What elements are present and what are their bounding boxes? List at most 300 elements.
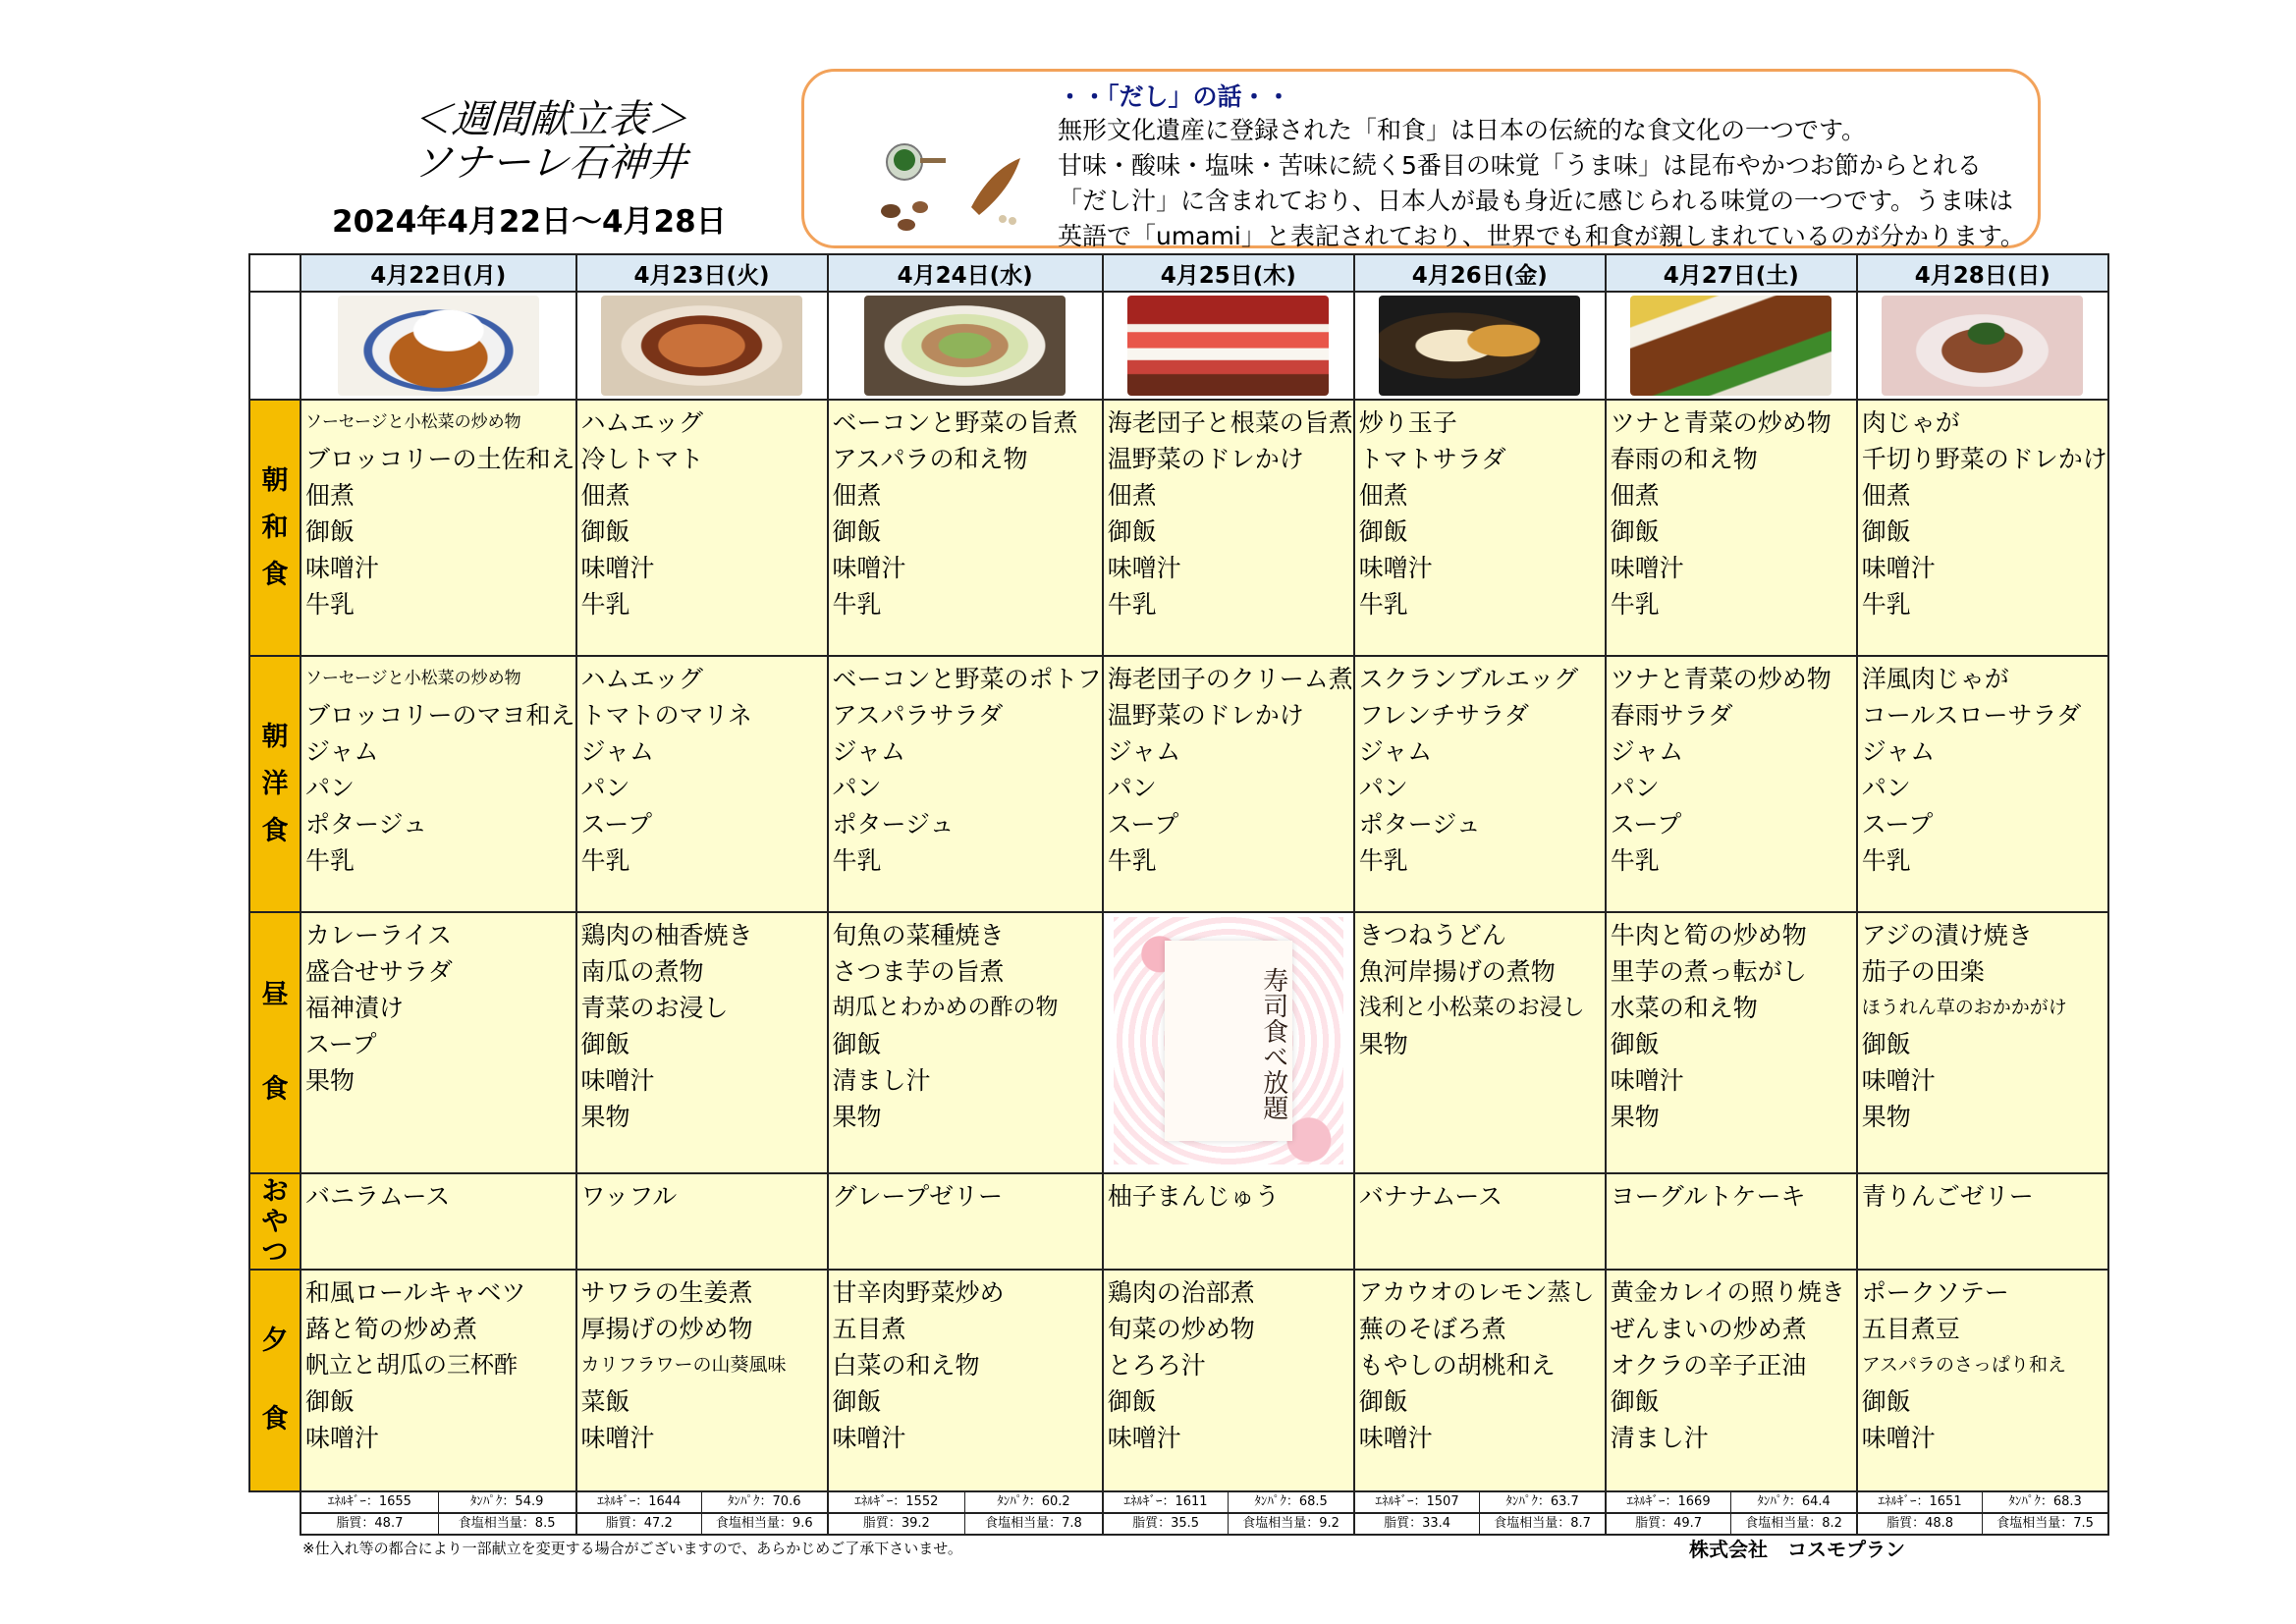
menu-item: さつま芋の旨煮 <box>832 957 1005 986</box>
menu-item: 味噌汁 <box>1610 1066 1684 1095</box>
menu-item: 御飯 <box>580 517 630 546</box>
menu-item: 味噌汁 <box>832 1424 906 1452</box>
menu-item: 牛乳 <box>1610 590 1660 619</box>
menu-item: ブロッコリーのマヨ和え <box>305 701 575 730</box>
menu-item: 牛乳 <box>1610 846 1660 875</box>
menu-item: 牛乳 <box>1861 846 1911 875</box>
menu-item: 味噌汁 <box>580 1066 655 1095</box>
protein-value: ﾀﾝﾊﾟｸ：70.6 <box>728 1494 801 1509</box>
menu-item: 厚揚げの炒め物 <box>580 1315 753 1343</box>
menu-item: パン <box>832 774 882 802</box>
menu-item: 蕪のそぼろ煮 <box>1358 1315 1506 1343</box>
menu-item: 御飯 <box>1861 1030 1911 1058</box>
menu-cell <box>828 912 1103 1173</box>
menu-item: 牛乳 <box>305 846 355 875</box>
menu-cell <box>1606 912 1857 1173</box>
nutrition-row-2 <box>249 1513 2108 1535</box>
menu-item: 果物 <box>1358 1030 1408 1058</box>
menu-item: 柚子まんじゅう <box>1107 1182 1280 1211</box>
menu-item: 味噌汁 <box>1107 554 1181 582</box>
nutrition-cell <box>1354 1491 1606 1513</box>
menu-item: 黄金カレイの照り焼き <box>1610 1278 1845 1306</box>
menu-item: 牛乳 <box>305 590 355 619</box>
corner-cell <box>249 254 301 292</box>
menu-item: 清まし汁 <box>832 1066 931 1095</box>
energy-value: ｴﾈﾙｷﾞｰ：1644 <box>577 1492 703 1512</box>
meal-label-char: 昼 <box>261 980 289 1010</box>
date-header: 4月27日(土) <box>1606 254 1857 292</box>
menu-item: コールスローサラダ <box>1861 701 2082 730</box>
menu-item: スープ <box>305 1030 377 1058</box>
date-header: 4月28日(日) <box>1857 254 2108 292</box>
nutrition-spacer <box>249 1491 301 1513</box>
menu-item: 佃煮 <box>1610 481 1660 510</box>
nutrition-cell <box>301 1513 576 1535</box>
menu-item: 炒り玉子 <box>1358 408 1457 437</box>
photo-cell <box>1606 292 1857 400</box>
nutrition-cell <box>1857 1513 2108 1535</box>
salt-value: 食塩相当量：7.8 <box>985 1516 1082 1531</box>
dashi-info-box <box>801 69 2041 248</box>
menu-item: 清まし汁 <box>1610 1424 1709 1452</box>
meal-label-char: 朝 <box>261 721 289 752</box>
menu-cell <box>828 400 1103 656</box>
menu-cell <box>301 656 576 912</box>
menu-item: ベーコンと野菜のポトフ <box>832 665 1102 693</box>
sushi-buffet-card <box>1114 917 1343 1164</box>
menu-item: 味噌汁 <box>1861 554 1936 582</box>
menu-item: ぜんまいの炒め煮 <box>1610 1315 1807 1343</box>
menu-cell <box>576 912 828 1173</box>
photo-cell <box>828 292 1103 400</box>
nutrition-cell <box>828 1513 1103 1535</box>
menu-item: 御飯 <box>1861 517 1911 546</box>
simmered-fish-photo <box>601 296 802 396</box>
menu-item: 味噌汁 <box>832 554 906 582</box>
menu-cell <box>1857 912 2108 1173</box>
menu-item: 胡瓜とわかめの酢の物 <box>832 995 1059 1020</box>
menu-item: 水菜の和え物 <box>1610 994 1758 1022</box>
protein-value: ﾀﾝﾊﾟｸ：63.7 <box>1505 1494 1579 1509</box>
menu-item: オクラの辛子正油 <box>1610 1351 1807 1380</box>
menu-item: 旬菜の炒め物 <box>1107 1315 1255 1343</box>
nutrition-cell <box>301 1491 576 1513</box>
menu-item: アスパラのさっぱり和え <box>1861 1354 2067 1376</box>
dashi-line: 甘味・酸味・塩味・苦味に続く5番目の味覚「うま味」は昆布やかつお節からとれる <box>1058 151 1982 180</box>
nutrition-cell <box>828 1491 1103 1513</box>
menu-item: 冷しトマト <box>580 445 704 473</box>
energy-value: ｴﾈﾙｷﾞｰ：1611 <box>1104 1492 1230 1512</box>
nutrition-row-1 <box>249 1491 2108 1513</box>
menu-item: 御飯 <box>1358 1387 1408 1416</box>
menu-cell <box>1857 1270 2108 1491</box>
menu-item: ジャム <box>580 737 655 766</box>
sushi-special-cell <box>1103 912 1354 1173</box>
date-header: 4月24日(水) <box>828 254 1103 292</box>
menu-item: 五目煮 <box>832 1315 906 1343</box>
salt-value: 食塩相当量：8.5 <box>458 1516 556 1531</box>
menu-item: 味噌汁 <box>1107 1424 1181 1452</box>
menu-item: パン <box>1107 774 1157 802</box>
menu-item: 御飯 <box>1610 1387 1660 1416</box>
date-range: 2024年4月22日～4月28日 <box>332 204 727 240</box>
menu-item: 菜飯 <box>580 1387 630 1416</box>
menu-item: 味噌汁 <box>1358 554 1433 582</box>
meal-label-char: や <box>261 1206 289 1237</box>
menu-item: 春雨の和え物 <box>1610 445 1758 473</box>
menu-item: 果物 <box>580 1103 630 1131</box>
menu-item: 福神漬け <box>305 994 405 1022</box>
nutrition-spacer <box>249 1513 301 1535</box>
protein-value: ﾀﾝﾊﾟｸ：60.2 <box>997 1494 1070 1509</box>
menu-item: トマトのマリネ <box>580 701 753 730</box>
menu-item: スープ <box>580 810 653 839</box>
menu-cell <box>1103 1270 1354 1491</box>
meal-label-dinner <box>249 1270 301 1491</box>
menu-item: 牛乳 <box>832 590 882 619</box>
protein-value: ﾀﾝﾊﾟｸ：68.3 <box>2008 1494 2082 1509</box>
menu-item: 御飯 <box>1358 517 1408 546</box>
footnote: ※仕入れ等の都合により一部献立を変更する場合がございますので、あらかじめご了承下さいませ。 <box>302 1540 962 1557</box>
menu-item: 牛乳 <box>1107 846 1157 875</box>
menu-item: パン <box>1358 774 1408 802</box>
energy-value: ｴﾈﾙｷﾞｰ：1651 <box>1858 1492 1984 1512</box>
dashi-line: 「だし汁」に含まれており、日本人が最も身近に感じられる味覚の一つです。うま味は <box>1058 187 2014 215</box>
menu-item: 鶏肉の柚香焼き <box>580 921 753 949</box>
menu-item: ほうれん草のおかかがけ <box>1861 997 2067 1018</box>
menu-item: 白菜の和え物 <box>832 1351 980 1380</box>
menu-item: ソーセージと小松菜の炒め物 <box>305 412 521 432</box>
menu-cell <box>301 1270 576 1491</box>
menu-item: 御飯 <box>580 1030 630 1058</box>
meal-label-lunch <box>249 912 301 1173</box>
menu-item: スープ <box>1861 810 1934 839</box>
menu-item: 果物 <box>832 1103 882 1131</box>
menu-item: フレンチサラダ <box>1358 701 1529 730</box>
dinner-row <box>249 1270 2108 1491</box>
menu-item: 味噌汁 <box>1358 1424 1433 1452</box>
menu-item: 果物 <box>1861 1103 1911 1131</box>
menu-item: ジャム <box>1358 737 1433 766</box>
menu-item: パン <box>1861 774 1911 802</box>
menu-item: 御飯 <box>832 517 882 546</box>
meal-label-char: 和 <box>261 512 289 543</box>
protein-value: ﾀﾝﾊﾟｸ：64.4 <box>1757 1494 1831 1509</box>
meal-label-char: つ <box>261 1236 289 1268</box>
menu-item: 御飯 <box>1107 517 1157 546</box>
meal-label-snack <box>249 1173 301 1270</box>
menu-item: 牛乳 <box>580 590 630 619</box>
meal-label-breakfast-western <box>249 656 301 912</box>
menu-item: 温野菜のドレかけ <box>1107 445 1304 473</box>
kitsune-udon-photo <box>1379 296 1580 396</box>
menu-cell <box>1606 1173 1857 1270</box>
menu-item: ヨーグルトケーキ <box>1610 1182 1806 1211</box>
menu-item: アスパラサラダ <box>832 701 1004 730</box>
menu-cell <box>576 1173 828 1270</box>
nutrition-cell <box>1857 1491 2108 1513</box>
meal-label-char: 食 <box>261 1404 289 1435</box>
breakfast-western-row <box>249 656 2108 912</box>
date-header: 4月23日(火) <box>576 254 828 292</box>
menu-item: 御飯 <box>832 1030 882 1058</box>
nutrition-cell <box>1103 1513 1354 1535</box>
menu-cell <box>1354 912 1606 1173</box>
menu-item: カリフラワーの山葵風味 <box>580 1354 787 1376</box>
menu-cell <box>1103 656 1354 912</box>
menu-cell <box>1857 400 2108 656</box>
menu-item: ポークソテー <box>1861 1278 2009 1307</box>
menu-item: ツナと青菜の炒め物 <box>1610 408 1831 437</box>
menu-item: 牛乳 <box>580 846 630 875</box>
menu-item: 御飯 <box>1610 1030 1660 1058</box>
fat-value: 脂質：48.7 <box>301 1514 439 1534</box>
menu-item: ポタージュ <box>832 810 955 839</box>
menu-item: トマトサラダ <box>1358 445 1506 473</box>
menu-item: 牛乳 <box>1107 590 1157 619</box>
protein-value: ﾀﾝﾊﾟｸ：54.9 <box>469 1494 544 1509</box>
meal-label-char: お <box>261 1175 289 1207</box>
sushi-buffet-paper <box>1165 941 1292 1141</box>
nutrition-cell <box>1606 1491 1857 1513</box>
menu-item: 海老団子と根菜の旨煮 <box>1107 408 1353 437</box>
fat-value: 脂質：49.7 <box>1607 1514 1732 1534</box>
menu-item: 味噌汁 <box>1861 1066 1936 1095</box>
company-name: 株式会社 コスモプラン <box>1689 1538 1905 1561</box>
breakfast-japanese-row <box>249 400 2108 656</box>
menu-cell <box>301 1173 576 1270</box>
menu-item: 佃煮 <box>832 481 882 510</box>
menu-item: 佃煮 <box>305 481 355 510</box>
menu-item: 五目煮豆 <box>1861 1315 1960 1343</box>
menu-item: 味噌汁 <box>580 554 655 582</box>
title-block <box>324 98 776 185</box>
menu-item: 浅利と小松菜のお浸し <box>1358 995 1585 1020</box>
menu-item: 牛乳 <box>1861 590 1911 619</box>
meal-label-char: 食 <box>261 1074 289 1105</box>
menu-item: 蕗と筍の炒め煮 <box>305 1315 478 1343</box>
menu-item: ハムエッグ <box>580 665 704 693</box>
menu-item: 御飯 <box>1861 1387 1911 1416</box>
energy-value: ｴﾈﾙｷﾞｰ：1669 <box>1607 1492 1732 1512</box>
menu-cell <box>1857 1173 2108 1270</box>
menu-item: 甘辛肉野菜炒め <box>832 1278 1005 1307</box>
menu-item: 南瓜の煮物 <box>580 957 704 986</box>
menu-cell <box>576 656 828 912</box>
menu-item: 千切り野菜のドレかけ <box>1861 445 2107 473</box>
menu-item: バニラムース <box>305 1182 451 1211</box>
menu-item: 佃煮 <box>580 481 630 510</box>
menu-item: パン <box>305 774 355 802</box>
salt-value: 食塩相当量：8.7 <box>1494 1516 1591 1531</box>
meal-label-char: 夕 <box>261 1326 289 1356</box>
nutrition-cell <box>576 1491 828 1513</box>
menu-cell <box>1354 656 1606 912</box>
meal-label-char: 洋 <box>261 768 289 799</box>
nutrition-cell <box>576 1513 828 1535</box>
salt-value: 食塩相当量：9.6 <box>715 1516 813 1531</box>
stir-fry-photo <box>864 296 1066 396</box>
curry-rice-photo <box>338 296 539 396</box>
menu-item: 味噌汁 <box>1861 1424 1936 1452</box>
page-title: ＜週間献立表＞ <box>410 97 689 142</box>
dashi-title: ・・「だし」の話・・ <box>1058 82 1291 111</box>
menu-item: カレーライス <box>305 921 453 949</box>
dashi-line: 無形文化遺産に登録された「和食」は日本の伝統的な食文化の一つです。 <box>1058 116 1867 144</box>
menu-item: 御飯 <box>1610 517 1660 546</box>
menu-item: アカウオのレモン蒸し <box>1358 1278 1595 1306</box>
menu-item: 和風ロールキャベツ <box>305 1278 526 1307</box>
nutrition-cell <box>1606 1513 1857 1535</box>
sushi-photo <box>1127 296 1329 396</box>
menu-item: スクランブルエッグ <box>1358 665 1579 693</box>
menu-item: ポタージュ <box>305 810 428 839</box>
meal-label-char: 食 <box>261 815 289 846</box>
menu-item: 味噌汁 <box>1610 554 1684 582</box>
photo-row <box>249 292 2108 400</box>
fat-value: 脂質：48.8 <box>1858 1514 1984 1534</box>
menu-cell <box>576 400 828 656</box>
menu-item: スープ <box>1610 810 1682 839</box>
menu-item: 洋風肉じゃが <box>1861 665 2009 693</box>
menu-item: ポタージュ <box>1358 810 1481 839</box>
menu-item: 里芋の煮っ転がし <box>1610 957 1807 986</box>
menu-item: 牛乳 <box>1358 846 1408 875</box>
fat-value: 脂質：35.5 <box>1104 1514 1230 1534</box>
menu-item: 肉じゃが <box>1861 408 1960 437</box>
menu-item: 味噌汁 <box>305 554 380 582</box>
energy-value: ｴﾈﾙｷﾞｰ：1552 <box>829 1492 966 1512</box>
menu-item: グレープゼリー <box>832 1182 1004 1211</box>
menu-item: 御飯 <box>305 1387 355 1416</box>
menu-item: ブロッコリーの土佐和え <box>305 445 575 473</box>
menu-item: 青りんごゼリー <box>1861 1182 2034 1211</box>
menu-item: スープ <box>1107 810 1179 839</box>
menu-item: 味噌汁 <box>305 1424 380 1452</box>
meal-label-breakfast-japanese <box>249 400 301 656</box>
facility-name: ソナーレ石神井 <box>410 140 689 186</box>
menu-item: ジャム <box>832 737 906 766</box>
menu-item: 旬魚の菜種焼き <box>832 921 1005 949</box>
energy-value: ｴﾈﾙｷﾞｰ：1655 <box>301 1492 439 1512</box>
menu-item: ソーセージと小松菜の炒め物 <box>305 669 521 688</box>
menu-item: 佃煮 <box>1861 481 1911 510</box>
menu-cell <box>301 400 576 656</box>
menu-item: 佃煮 <box>1358 481 1408 510</box>
photo-cell <box>1354 292 1606 400</box>
menu-item: 御飯 <box>1107 1387 1157 1416</box>
marinated-fish-photo <box>1882 296 2083 396</box>
menu-item: パン <box>580 774 630 802</box>
snack-row <box>249 1173 2108 1270</box>
dashi-ingredients-icon <box>873 131 1030 239</box>
photo-cell <box>1103 292 1354 400</box>
energy-value: ｴﾈﾙｷﾞｰ：1507 <box>1355 1492 1481 1512</box>
menu-cell <box>301 912 576 1173</box>
menu-item: 牛乳 <box>832 846 882 875</box>
menu-cell <box>1103 400 1354 656</box>
photo-cell <box>576 292 828 400</box>
menu-item: 御飯 <box>832 1387 882 1416</box>
menu-item: 盛合せサラダ <box>305 957 453 986</box>
fat-value: 脂質：39.2 <box>829 1514 966 1534</box>
date-header-row <box>249 254 2108 292</box>
fat-value: 脂質：33.4 <box>1355 1514 1481 1534</box>
menu-item: アジの漬け焼き <box>1861 921 2033 949</box>
menu-item: サワラの生姜煮 <box>580 1278 753 1307</box>
menu-item: 青菜のお浸し <box>580 994 729 1022</box>
menu-item: ジャム <box>1107 737 1181 766</box>
date-header: 4月26日(金) <box>1354 254 1606 292</box>
menu-item: バナナムース <box>1358 1182 1503 1211</box>
photo-cell <box>1857 292 2108 400</box>
menu-item: ベーコンと野菜の旨煮 <box>832 408 1078 437</box>
meal-label-char: 食 <box>261 559 289 590</box>
menu-cell <box>1103 1173 1354 1270</box>
menu-item: 牛肉と筍の炒め物 <box>1610 921 1807 949</box>
menu-cell <box>828 1270 1103 1491</box>
menu-cell <box>576 1270 828 1491</box>
meal-label-char: 朝 <box>261 464 289 496</box>
date-header: 4月22日(月) <box>301 254 576 292</box>
menu-item: パン <box>1610 774 1660 802</box>
menu-item: ツナと青菜の炒め物 <box>1610 665 1831 693</box>
menu-item: 味噌汁 <box>580 1424 655 1452</box>
menu-item: 佃煮 <box>1107 481 1157 510</box>
menu-cell <box>828 656 1103 912</box>
photo-cell <box>301 292 576 400</box>
menu-item: 果物 <box>305 1066 355 1095</box>
nutrition-cell <box>1103 1491 1354 1513</box>
menu-item: 御飯 <box>305 517 355 546</box>
menu-cell <box>828 1173 1103 1270</box>
corner-cell <box>249 292 301 400</box>
salt-value: 食塩相当量：9.2 <box>1242 1516 1339 1531</box>
menu-item: ジャム <box>305 737 379 766</box>
menu-cell <box>1606 656 1857 912</box>
dashi-line: 英語で「umami」と表記されており、世界でも和食が親しまれているのが分かります。 <box>1058 222 2025 250</box>
menu-table <box>248 253 2109 1536</box>
menu-cell <box>1857 656 2108 912</box>
menu-item: きつねうどん <box>1358 921 1506 949</box>
menu-cell <box>1354 400 1606 656</box>
protein-value: ﾀﾝﾊﾟｸ：68.5 <box>1254 1494 1328 1509</box>
salt-value: 食塩相当量：7.5 <box>1996 1516 2094 1531</box>
nutrition-cell <box>1354 1513 1606 1535</box>
menu-cell <box>1606 400 1857 656</box>
menu-item: ジャム <box>1861 737 1936 766</box>
menu-cell <box>1354 1173 1606 1270</box>
menu-item: 果物 <box>1610 1103 1660 1131</box>
grilled-fish-photo <box>1630 296 1831 396</box>
menu-item: 帆立と胡瓜の三杯酢 <box>305 1351 518 1379</box>
menu-item: ハムエッグ <box>580 408 704 437</box>
menu-item: 温野菜のドレかけ <box>1107 701 1304 730</box>
menu-item: 海老団子のクリーム煮 <box>1107 665 1353 693</box>
menu-cell <box>1354 1270 1606 1491</box>
salt-value: 食塩相当量：8.2 <box>1745 1516 1842 1531</box>
menu-item: もやしの胡桃和え <box>1358 1351 1556 1380</box>
menu-item: 茄子の田楽 <box>1861 957 1985 986</box>
fat-value: 脂質：47.2 <box>577 1514 703 1534</box>
sushi-buffet-label: 寿司食べ放題 <box>1258 967 1288 1120</box>
menu-item: 牛乳 <box>1358 590 1408 619</box>
menu-item: ワッフル <box>580 1182 678 1211</box>
menu-item: 魚河岸揚げの煮物 <box>1358 957 1556 986</box>
menu-cell <box>1606 1270 1857 1491</box>
menu-item: 春雨サラダ <box>1610 701 1733 730</box>
menu-item: とろろ汁 <box>1107 1351 1206 1380</box>
